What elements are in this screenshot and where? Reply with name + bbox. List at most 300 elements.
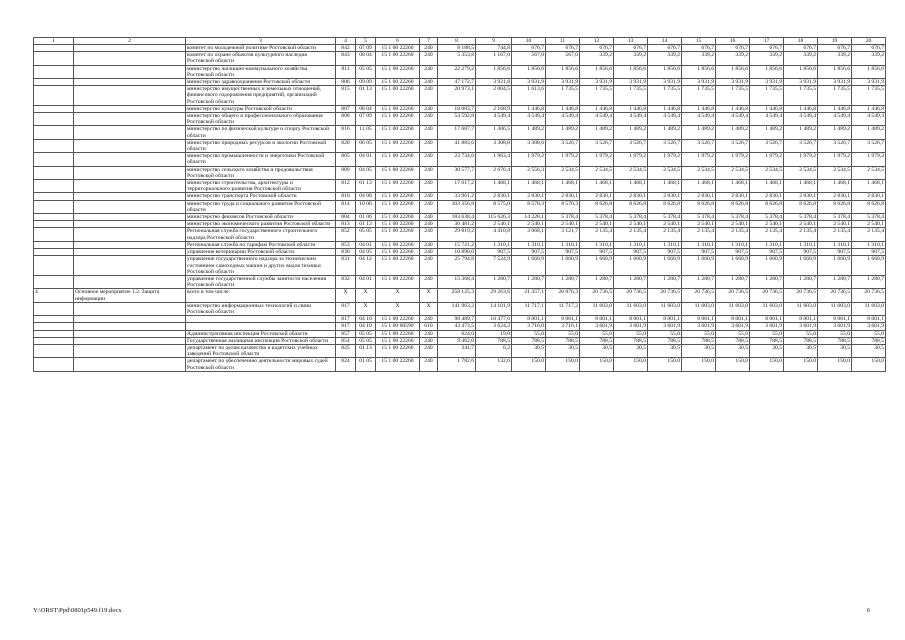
year-amount-cell: 907,5 (546, 249, 580, 256)
year-amount-cell: 2 830,1 (546, 193, 580, 200)
row-number-cell (34, 337, 74, 344)
year-amount-cell: 1 280,7 (580, 275, 614, 288)
year-amount-cell: 2 534,5 (784, 166, 818, 179)
executor-cell: министерство информационных технологий и связи Ростовской области (186, 302, 336, 315)
year-amount-cell: 2 830,1 (512, 193, 546, 200)
expense-type-cell: 240 (420, 214, 438, 221)
year-amount-cell: 1 489,2 (784, 126, 818, 139)
column-number-row (34, 38, 886, 45)
grbs-code-cell: 854 (336, 337, 356, 344)
row-number-cell: 4. (34, 289, 74, 302)
column-number: 2 (74, 38, 186, 45)
year-amount-cell: 2 540,1 (852, 221, 886, 228)
year-amount-cell: 339,2 (818, 52, 852, 65)
activity-cell: Основное мероприятие 1.2. Защита информации (74, 289, 186, 302)
grbs-code-cell: 842 (336, 45, 356, 52)
grbs-code-cell: 804 (336, 214, 356, 221)
year-amount-cell: 676,7 (750, 45, 784, 52)
year-amount-cell: 4 549,4 (784, 113, 818, 126)
executor-cell: комитет по охране объектов культурного наследия Ростовской области (186, 52, 336, 65)
year-amount-cell: 3 526,7 (648, 139, 682, 152)
table-row (34, 113, 886, 126)
year-amount-cell: 2 830,1 (818, 193, 852, 200)
year-amount-cell: 1 660,9 (682, 256, 716, 276)
year-amount-cell: 8 001,1 (852, 316, 886, 323)
budget-table-page (33, 37, 884, 372)
year-amount-cell: 20 876,3 (546, 289, 580, 302)
year-amount-cell: 676,7 (852, 45, 886, 52)
table-row (34, 228, 886, 241)
year-amount-cell: 676,7 (716, 45, 750, 52)
grbs-code-cell: 811 (336, 65, 356, 78)
year-amount-cell: 1 856,6 (716, 65, 750, 78)
section-code-cell: 05 05 (356, 337, 376, 344)
year-amount-cell: 11 603,0 (716, 302, 750, 315)
expense-type-cell: 240 (420, 330, 438, 337)
year-amount-cell: 1 306,5 (476, 126, 512, 139)
target-article-cell: 15 1 00 22260 (376, 79, 420, 86)
year-amount-cell: 3 601,9 (580, 323, 614, 330)
section-code-cell: 05 05 (356, 228, 376, 241)
target-article-cell: X (376, 302, 420, 315)
year-amount-cell: 30,5 (750, 344, 784, 357)
column-number: 15 (682, 38, 716, 45)
section-code-cell: 07 09 (356, 45, 376, 52)
year-amount-cell: 3 931,9 (818, 79, 852, 86)
year-amount-cell: 8 626,8 (852, 200, 886, 213)
section-code-cell: 01 13 (356, 86, 376, 106)
table-row (34, 249, 886, 256)
target-article-cell: 15 1 00 22260 (376, 214, 420, 221)
year-amount-cell: 1 280,7 (614, 275, 648, 288)
year-amount-cell: 150,0 (546, 358, 580, 371)
row-number-cell (34, 302, 74, 315)
year-amount-cell: 30,5 (852, 344, 886, 357)
table-row (34, 200, 886, 213)
year-amount-cell: 1 310,1 (682, 241, 716, 248)
year-amount-cell: 2 540,1 (512, 221, 546, 228)
section-code-cell: 10 06 (356, 200, 376, 213)
year-amount-cell: 21 357,1 (512, 289, 546, 302)
target-article-cell: 15 1 00 22260 (376, 126, 420, 139)
table-row (34, 289, 886, 302)
year-amount-cell: 1 735,5 (818, 86, 852, 106)
year-amount-cell: 20 736,5 (716, 289, 750, 302)
row-number-cell (34, 139, 74, 152)
year-amount-cell: 1 446,8 (750, 105, 784, 112)
target-article-cell: X (376, 289, 420, 302)
year-amount-cell: 3 931,9 (648, 79, 682, 86)
row-number-cell (34, 126, 74, 139)
year-amount-cell: 2 830,1 (580, 193, 614, 200)
expense-type-cell: 240 (420, 180, 438, 193)
year-amount-cell: 788,5 (614, 337, 648, 344)
year-amount-cell: 2 540,1 (818, 221, 852, 228)
table-row (34, 358, 886, 371)
activity-cell (74, 105, 186, 112)
column-number: 20 (852, 38, 886, 45)
year-amount-cell: 1 310,1 (512, 241, 546, 248)
year-amount-cell: 3 601,9 (648, 323, 682, 330)
year-amount-cell: 1 856,6 (818, 65, 852, 78)
year-amount-cell: 788,5 (476, 337, 512, 344)
row-number-cell (34, 249, 74, 256)
year-amount-cell: 339,2 (784, 52, 818, 65)
executor-cell: министерство экономического развития Ростовской области (186, 221, 336, 228)
year-amount-cell: 1 979,2 (784, 153, 818, 166)
activity-cell (74, 344, 186, 357)
year-amount-cell: 907,5 (648, 249, 682, 256)
section-code-cell: 08 04 (356, 52, 376, 65)
executor-cell: министерство имущественных и земельных отношений, финансового оздоровления предприятий, организаций Ростовской области (186, 86, 336, 106)
row-number-cell (34, 193, 74, 200)
expense-type-cell: 240 (420, 139, 438, 152)
activity-cell (74, 86, 186, 106)
year-amount-cell: 8 001,1 (648, 316, 682, 323)
executor-cell: Государственная жилищная инспекция Ростовской области (186, 337, 336, 344)
year-amount-cell: 5 378,4 (648, 214, 682, 221)
expense-type-cell: 240 (420, 105, 438, 112)
year-amount-cell: 8 001,1 (716, 316, 750, 323)
total-amount-cell: 341,7 (438, 344, 476, 357)
year-amount-cell: 8 001,1 (750, 316, 784, 323)
year-amount-cell: 1 310,1 (614, 241, 648, 248)
year-amount-cell: 1 446,8 (580, 105, 614, 112)
column-number: 19 (818, 38, 852, 45)
year-amount-cell: 30,5 (682, 344, 716, 357)
year-amount-cell: 1 489,2 (682, 126, 716, 139)
year-amount-cell: 1 856,6 (614, 65, 648, 78)
year-amount-cell: 3 526,7 (580, 139, 614, 152)
year-amount-cell: 788,5 (784, 337, 818, 344)
section-code-cell: 04 12 (356, 256, 376, 276)
year-amount-cell: 3 601,9 (614, 323, 648, 330)
total-amount-cell: 141 963,2 (438, 302, 476, 315)
table-row (34, 126, 886, 139)
year-amount-cell: 4 410,8 (476, 228, 512, 241)
year-amount-cell: 2 830,1 (476, 193, 512, 200)
year-amount-cell: 2 830,1 (614, 193, 648, 200)
table-row (34, 166, 886, 179)
total-amount-cell: 25 794,8 (438, 256, 476, 276)
year-amount-cell: 2 534,5 (648, 166, 682, 179)
year-amount-cell: 1 735,5 (750, 86, 784, 106)
row-number-cell (34, 275, 74, 288)
total-amount-cell: 20 973,1 (438, 86, 476, 106)
year-amount-cell: 4 549,4 (648, 113, 682, 126)
total-amount-cell: 33 961,2 (438, 193, 476, 200)
year-amount-cell: 3 931,9 (784, 79, 818, 86)
year-amount-cell: 2 540,1 (682, 221, 716, 228)
column-number: 11 (546, 38, 580, 45)
year-amount-cell: 11 603,0 (580, 302, 614, 315)
grbs-code-cell: 813 (336, 221, 356, 228)
table-row (34, 302, 886, 315)
column-number: 16 (716, 38, 750, 45)
expense-type-cell: X (420, 302, 438, 315)
activity-cell (74, 330, 186, 337)
activity-cell (74, 323, 186, 330)
year-amount-cell: 11 717,2 (546, 302, 580, 315)
year-amount-cell: 3 601,9 (784, 323, 818, 330)
year-amount-cell: 2 135,4 (784, 228, 818, 241)
year-amount-cell: 3 526,7 (682, 139, 716, 152)
year-amount-cell: 1 489,2 (512, 126, 546, 139)
year-amount-cell: 4 549,4 (512, 113, 546, 126)
year-amount-cell: 4 549,4 (682, 113, 716, 126)
expense-type-cell: 610 (420, 323, 438, 330)
year-amount-cell: 11 603,0 (750, 302, 784, 315)
total-amount-cell: 30 577,7 (438, 166, 476, 179)
year-amount-cell: 1 167,0 (476, 52, 512, 65)
section-code-cell: X (356, 289, 376, 302)
year-amount-cell: 11 603,0 (818, 302, 852, 315)
column-number: 12 (580, 38, 614, 45)
executor-cell: комитет по молодежной политике Ростовской области (186, 45, 336, 52)
year-amount-cell: 14 228,1 (512, 214, 546, 221)
row-number-cell (34, 113, 74, 126)
section-code-cell: X (356, 302, 376, 315)
total-amount-cell: 54 592,8 (438, 113, 476, 126)
activity-cell (74, 113, 186, 126)
activity-cell (74, 249, 186, 256)
activity-cell (74, 126, 186, 139)
year-amount-cell: 1 735,5 (580, 86, 614, 106)
activity-cell (74, 52, 186, 65)
year-amount-cell: 11 717,1 (512, 302, 546, 315)
year-amount-cell: 3 526,7 (750, 139, 784, 152)
year-amount-cell: 788,5 (546, 337, 580, 344)
expense-type-cell: 240 (420, 241, 438, 248)
expense-type-cell: 240 (420, 166, 438, 179)
executor-cell: министерство сельского хозяйства и продовольствия Ростовской области (186, 166, 336, 179)
section-code-cell: 04 08 (356, 193, 376, 200)
activity-cell (74, 180, 186, 193)
year-amount-cell: 8 001,1 (818, 316, 852, 323)
table-row (34, 180, 886, 193)
activity-cell (74, 45, 186, 52)
year-amount-cell: 2 830,1 (852, 193, 886, 200)
activity-cell (74, 221, 186, 228)
expense-type-cell: 240 (420, 126, 438, 139)
year-amount-cell: 11 603,0 (852, 302, 886, 315)
year-amount-cell: 3 601,9 (682, 323, 716, 330)
year-amount-cell: 30,5 (614, 344, 648, 357)
budget-table (33, 37, 886, 372)
section-code-cell: 08 04 (356, 105, 376, 112)
row-number-cell (34, 200, 74, 213)
year-amount-cell: 1 979,2 (818, 153, 852, 166)
year-amount-cell: 8 001,1 (614, 316, 648, 323)
year-amount-cell: 339,2 (750, 52, 784, 65)
table-row (34, 275, 886, 288)
section-code-cell: 01 13 (356, 180, 376, 193)
table-row (34, 330, 886, 337)
year-amount-cell: 788,5 (682, 337, 716, 344)
grbs-code-cell: 806 (336, 79, 356, 86)
year-amount-cell: 5 378,4 (614, 214, 648, 221)
target-article-cell: 15 1 00 22260 (376, 153, 420, 166)
grbs-code-cell: 812 (336, 180, 356, 193)
year-amount-cell: 907,5 (512, 249, 546, 256)
year-amount-cell: 2 540,1 (784, 221, 818, 228)
target-article-cell: 15 1 00 22260 (376, 228, 420, 241)
grbs-code-cell: 814 (336, 200, 356, 213)
year-amount-cell: 55,0 (852, 330, 886, 337)
year-amount-cell: 2 540,1 (648, 221, 682, 228)
year-amount-cell: 10 477,6 (476, 316, 512, 323)
year-amount-cell: 8 626,8 (682, 200, 716, 213)
year-amount-cell: 1 856,6 (852, 65, 886, 78)
year-amount-cell: 4 549,4 (818, 113, 852, 126)
year-amount-cell: 2 540,1 (614, 221, 648, 228)
target-article-cell: 15 1 00 22260 (376, 45, 420, 52)
year-amount-cell: 907,5 (716, 249, 750, 256)
year-amount-cell: 8 626,8 (580, 200, 614, 213)
year-amount-cell: 1 735,5 (852, 86, 886, 106)
year-amount-cell: 150,0 (512, 358, 546, 371)
year-amount-cell: 788,5 (512, 337, 546, 344)
document-path: Y:\ORST\Ppd\0801p549.f19.docx (33, 607, 122, 614)
total-amount-cell: 18 083,7 (438, 105, 476, 112)
year-amount-cell: 8 626,8 (614, 200, 648, 213)
year-amount-cell: 3 931,9 (512, 79, 546, 86)
section-code-cell: 04 01 (356, 275, 376, 288)
year-amount-cell: 1 310,1 (750, 241, 784, 248)
year-amount-cell: 1 280,7 (546, 275, 580, 288)
year-amount-cell: 4 549,4 (750, 113, 784, 126)
table-row (34, 52, 886, 65)
year-amount-cell: 3 931,9 (580, 79, 614, 86)
grbs-code-cell: 808 (336, 113, 356, 126)
year-amount-cell: 907,5 (750, 249, 784, 256)
year-amount-cell: 150,0 (818, 358, 852, 371)
year-amount-cell: 339,2 (648, 52, 682, 65)
total-amount-cell: 41 883,6 (438, 139, 476, 152)
activity-cell (74, 193, 186, 200)
year-amount-cell: 1 468,1 (546, 180, 580, 193)
year-amount-cell: 2 830,1 (784, 193, 818, 200)
expense-type-cell: 240 (420, 65, 438, 78)
total-amount-cell: 1 782,6 (438, 358, 476, 371)
executor-cell: управление ветеринарии Ростовской области (186, 249, 336, 256)
year-amount-cell: 1 280,7 (648, 275, 682, 288)
grbs-code-cell: 853 (336, 241, 356, 248)
year-amount-cell: 8 626,8 (818, 200, 852, 213)
year-amount-cell: 2 534,5 (852, 166, 886, 179)
year-amount-cell: 1 446,8 (648, 105, 682, 112)
executor-cell: министерство здравоохранения Ростовской области (186, 79, 336, 86)
expense-type-cell: X (420, 289, 438, 302)
grbs-code-cell: 830 (336, 249, 356, 256)
year-amount-cell: 1 489,2 (648, 126, 682, 139)
grbs-code-cell: 817 (336, 302, 356, 315)
year-amount-cell: 907,5 (818, 249, 852, 256)
activity-cell (74, 302, 186, 315)
year-amount-cell: 567,0 (546, 52, 580, 65)
year-amount-cell: 1 660,9 (852, 256, 886, 276)
row-number-cell (34, 65, 74, 78)
target-article-cell: 15 1 00 22260 (376, 275, 420, 288)
grbs-code-cell: 843 (336, 52, 356, 65)
total-amount-cell: 15 368,4 (438, 275, 476, 288)
target-article-cell: 15 1 00 22260 (376, 105, 420, 112)
target-article-cell: 15 1 00 22260 (376, 180, 420, 193)
target-article-cell: 15 1 00 22260 (376, 221, 420, 228)
column-number: 8 (438, 38, 476, 45)
table-row (34, 337, 886, 344)
section-code-cell: 06 05 (356, 139, 376, 152)
year-amount-cell: 30,5 (512, 344, 546, 357)
table-row (34, 86, 886, 106)
year-amount-cell: 1 489,2 (614, 126, 648, 139)
year-amount-cell: 3 931,9 (546, 79, 580, 86)
year-amount-cell: 150,0 (784, 358, 818, 371)
column-number: 5 (356, 38, 376, 45)
year-amount-cell: 150,0 (750, 358, 784, 371)
year-amount-cell: 1 735,5 (614, 86, 648, 106)
target-article-cell: 15 1 00 22260 (376, 337, 420, 344)
year-amount-cell: 8 001,1 (546, 316, 580, 323)
activity-cell (74, 214, 186, 221)
year-amount-cell: 1 735,5 (682, 86, 716, 106)
executor-cell: управление государственного надзора за техническим состоянием самоходных машин и других видов техники Ростовской области (186, 256, 336, 276)
section-code-cell: 05 05 (356, 65, 376, 78)
year-amount-cell: 788,5 (580, 337, 614, 344)
activity-cell (74, 139, 186, 152)
column-number: 14 (648, 38, 682, 45)
year-amount-cell: 2 004,5 (476, 86, 512, 106)
total-amount-cell: 47 172,7 (438, 79, 476, 86)
row-number-cell (34, 228, 74, 241)
year-amount-cell: 1 280,7 (852, 275, 886, 288)
target-article-cell: 15 1 00 22260 (376, 330, 420, 337)
section-code-cell: 04 01 (356, 153, 376, 166)
year-amount-cell: 115 626,3 (476, 214, 512, 221)
year-amount-cell: 30,5 (818, 344, 852, 357)
year-amount-cell: 6,2 (476, 344, 512, 357)
executor-cell: министерство финансов Ростовской области (186, 214, 336, 221)
total-amount-cell: 17 617,2 (438, 180, 476, 193)
year-amount-cell: 8 001,1 (580, 316, 614, 323)
row-number-cell (34, 45, 74, 52)
year-amount-cell: 150,0 (614, 358, 648, 371)
year-amount-cell: 2 135,4 (580, 228, 614, 241)
year-amount-cell: 1 280,7 (716, 275, 750, 288)
year-amount-cell: 788,5 (648, 337, 682, 344)
year-amount-cell: 1 310,1 (716, 241, 750, 248)
activity-cell (74, 337, 186, 344)
year-amount-cell: 3 716,1 (546, 323, 580, 330)
year-amount-cell: 676,7 (682, 45, 716, 52)
total-amount-cell: 10 890,0 (438, 249, 476, 256)
year-amount-cell: 2 540,1 (546, 221, 580, 228)
table-row (34, 45, 886, 52)
year-amount-cell: 2 540,1 (716, 221, 750, 228)
table-row (34, 323, 886, 330)
year-amount-cell: 1 660,9 (784, 256, 818, 276)
year-amount-cell: 5 378,4 (546, 214, 580, 221)
year-amount-cell: 5 378,4 (682, 214, 716, 221)
target-article-cell: 15 1 00 22260 (376, 52, 420, 65)
year-amount-cell: 1 280,7 (682, 275, 716, 288)
year-amount-cell: 5 378,4 (818, 214, 852, 221)
table-row (34, 344, 886, 357)
expense-type-cell: 240 (420, 358, 438, 371)
year-amount-cell: 676,7 (648, 45, 682, 52)
column-number: 9 (476, 38, 512, 45)
year-amount-cell: 1 735,5 (546, 86, 580, 106)
